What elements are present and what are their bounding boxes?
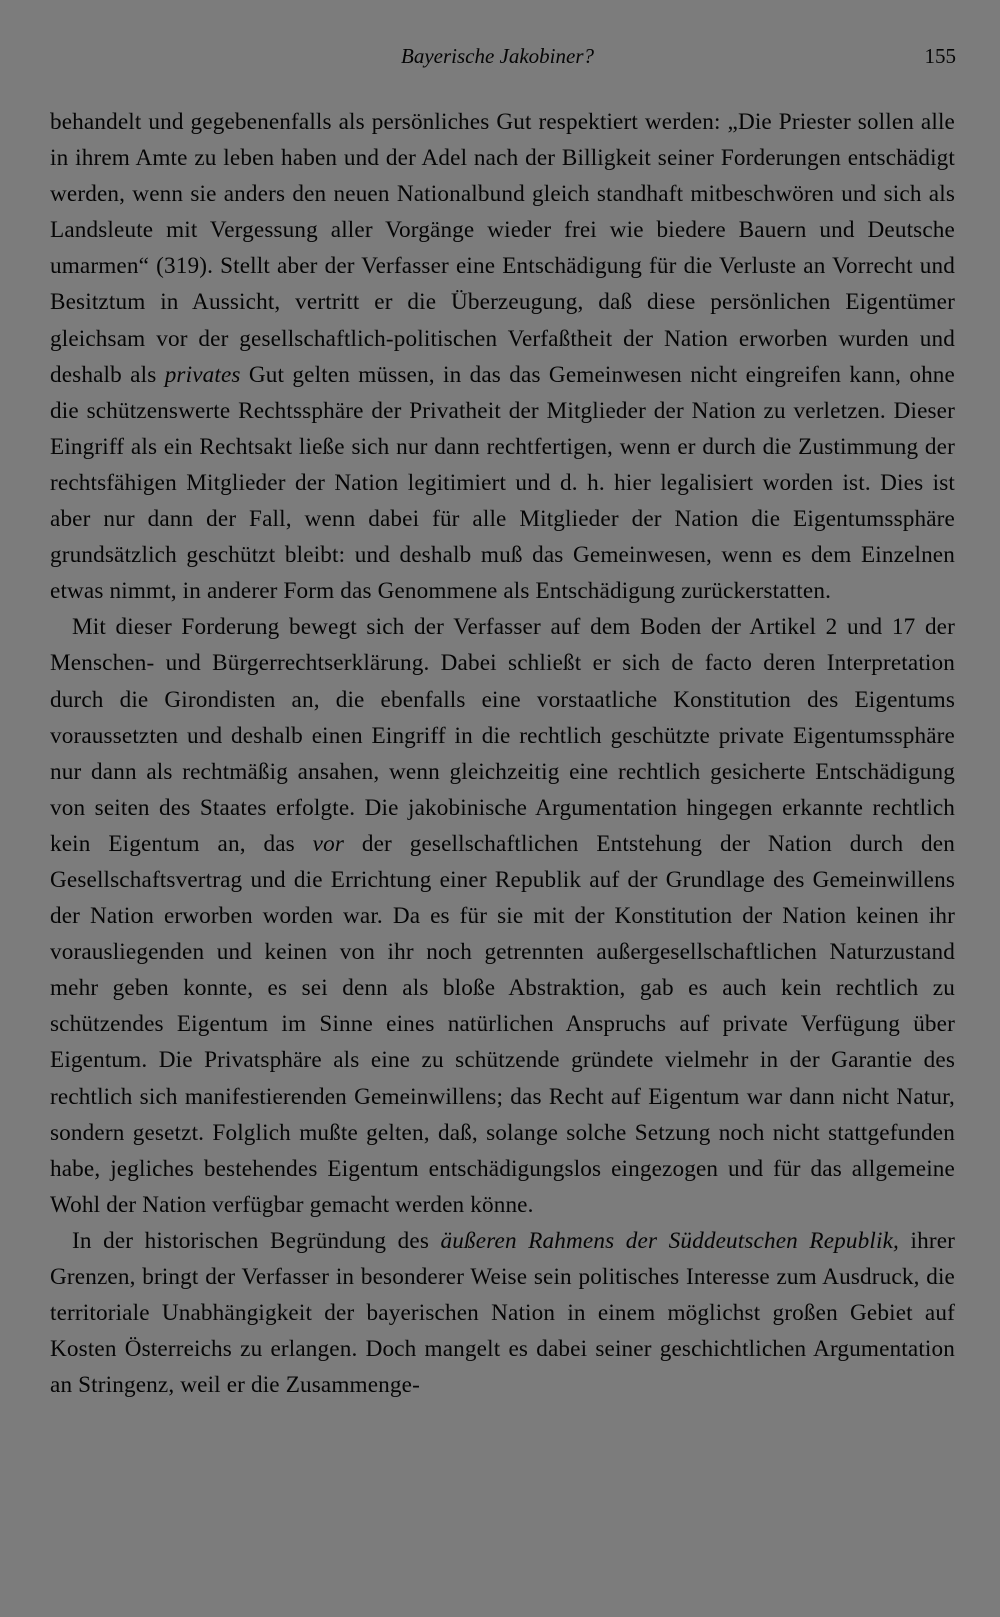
- paragraph-3: [50, 1223, 955, 1403]
- text-run: ihrer Grenzen, bringt der Verfasser in besonderer Weise sein politisches Interesse zum Ausdruck, die territoriale Unabhängigkeit der bayerischen Nation in einem möglichst großen Gebiet auf Kosten Österreichs zu erlangen. Doch mangelt es dabei seiner geschichtlichen Argumentation an Stringenz, weil er die Zusammenge-: [50, 1227, 956, 1399]
- text-run: Gut gelten müssen, in das das Gemeinwesen nicht eingreifen kann, ohne die schützenswerte Rechtssphäre der Privatheit der Mitglieder der Nation zu verletzen. Dieser Eingriff als ein Rechtsakt ließe sich nur dann rechtfertigen, wenn er durch die Zustimmung der rechtsfähigen Mitglieder der Nation legitimiert und d. h. hier legalisiert worden ist. Dies ist aber nur dann der Fall, wenn dabei für alle Mitglieder der Nation die Eigentumssphäre grundsätzlich geschützt bleibt: und deshalb muß das Gemeinwesen, wenn es dem Einzelnen etwas nimmt, in anderer Form das Genommene als Entschädigung zurückerstatten.: [50, 361, 955, 605]
- body-text: [50, 104, 955, 1403]
- text-run: behandelt und gegebenenfalls als persönliches Gut respektiert werden: „Die Priester sollen alle in ihrem Amte zu leben haben und der Adel nach der Billigkeit seiner Forderungen entschädigt werden, wenn sie anders den neuen Nationalbund gleich standhaft mitbeschwören und sich als Landsleute mit Vergessung aller Vorgänge wieder frei wie biedere Bauern und Deutsche umarmen“ (319). Stellt aber der Verfasser eine Entschädigung für die Verluste an Vorrecht und Besitztum in Aussicht, vertritt er die Überzeugung, daß diese persönlichen Eigentümer gleichsam vor der gesellschaftlich-politischen Verfaßtheit der Nation erworben wurden und deshalb als: [50, 109, 955, 388]
- running-title: Bayerische Jakobiner?: [401, 44, 595, 68]
- page-header: [0, 44, 1000, 74]
- italic-term-privates: privates: [164, 361, 241, 388]
- text-run: der gesellschaftlichen Entstehung der Nation durch den Gesellschaftsvertrag und die Errichtung einer Republik auf der Grundlage des Gemeinwillens der Nation erworben worden war. Da es für sie mit der Konstitution der Nation keinen ihr vorausliegenden und keinen von ihr noch getrennten außergesellschaftlichen Naturzustand mehr geben konnte, es sei denn als bloße Abstraktion, gab es auch kein rechtlich zu schützendes Eigentum im Sinne eines natürlichen Anspruchs auf private Verfügung über Eigentum. Die Privatsphäre als eine zu schützende gründete vielmehr in der Garantie des rechtlich sich manifestierenden Gemeinwillens; das Recht auf Eigentum war dann nicht Natur, sondern gesetzt. Folglich mußte gelten, daß, solange solche Setzung noch nicht stattgefunden habe, jegliches bestehendes Eigentum entschädigungslos eingezogen und für das allgemeine Wohl der Nation verfügbar gemacht werden könne.: [50, 830, 955, 1218]
- paragraph-1: [50, 104, 955, 609]
- paragraph-2: [50, 609, 955, 1223]
- text-run: Mit dieser Forderung bewegt sich der Verfasser auf dem Boden der Artikel 2 und 17 der Menschen- und Bürgerrechtserklärung. Dabei schließt er sich de facto deren Interpretation durch die Girondisten an, die ebenfalls eine vorstaatliche Konstitution des Eigentums voraussetzten und deshalb einen Eingriff in die rechtlich geschützte private Eigentumssphäre nur dann als rechtmäßig ansahen, wenn gleichzeitig eine rechtlich gesicherte Entschädigung von seiten des Staates erfolgte. Die jakobinische Argumentation hingegen erkannte rechtlich kein Eigentum an, das: [50, 614, 955, 857]
- italic-phrase-aeusseren-rahmens: äußeren Rahmens der Süddeutschen Republik,: [440, 1227, 899, 1254]
- page-number: 155: [924, 44, 956, 68]
- text-run: In der historischen Begründung des: [72, 1227, 441, 1254]
- italic-term-vor: vor: [312, 830, 345, 857]
